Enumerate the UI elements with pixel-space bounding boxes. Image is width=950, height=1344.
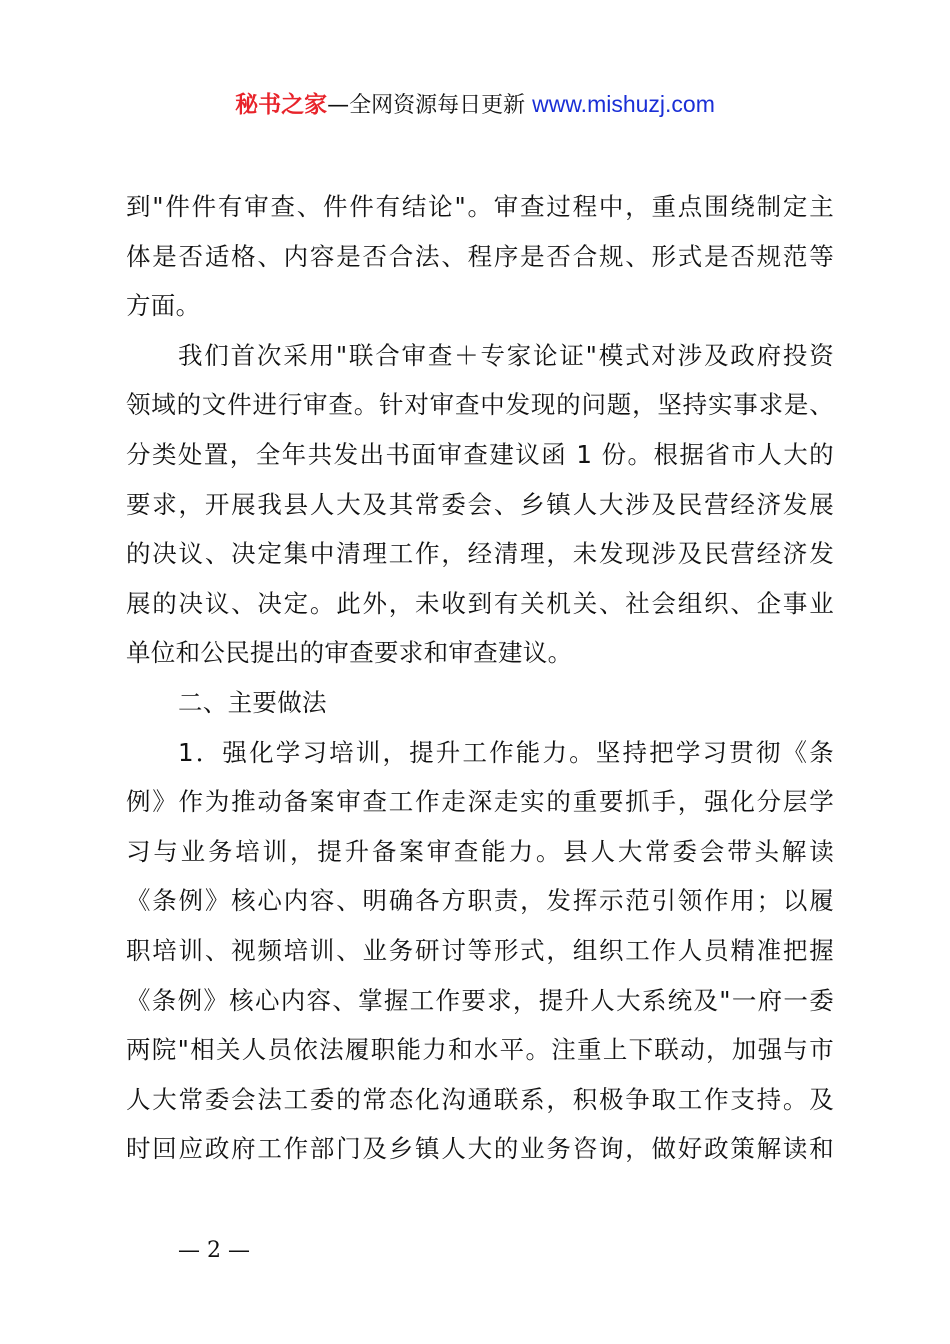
body-line: 单位和公民提出的审查要求和审查建议。 [126, 638, 573, 668]
body-line: 的决议、决定集中清理工作，经清理，未发现涉及民营经济发 [126, 539, 834, 569]
body-line: 领域的文件进行审查。针对审查中发现的问题，坚持实事求是、 [126, 390, 834, 420]
body-line: 例》作为推动备案审查工作走深走实的重要抓手，强化分层学 [126, 787, 834, 817]
body-line: 体是否适格、内容是否合法、程序是否合规、形式是否规范等 [126, 241, 834, 271]
brand-name: 秘书之家 [235, 92, 328, 118]
body-line: 到"件件有审查、件件有结论"。审查过程中，重点围绕制定主 [126, 192, 834, 221]
body-line: 人大常委会法工委的常态化沟通联系，积极争取工作支持。及 [126, 1084, 834, 1114]
body-line: 《条例》核心内容、明确各方职责，发挥示范引领作用；以履 [126, 886, 834, 916]
body-line: 《条例》核心内容、掌握工作要求，提升人大系统及"一府一委 [126, 985, 834, 1015]
header-tagline: —全网资源每日更新 [327, 93, 526, 118]
body-line: 1．强化学习培训，提升工作能力。坚持把学习贯彻《条 [178, 737, 834, 767]
body-line: 时回应政府工作部门及乡镇人大的业务咨询，做好政策解读和 [126, 1134, 834, 1164]
body-line: 职培训、视频培训、业务研讨等形式，组织工作人员精准把握 [126, 935, 834, 965]
section-heading: 二、主要做法 [178, 687, 327, 717]
body-line: 分类处置，全年共发出书面审查建议函 1 份。根据省市人大的 [126, 439, 834, 469]
body-line: 我们首次采用"联合审查＋专家论证"模式对涉及政府投资 [178, 340, 834, 370]
site-url-link[interactable]: www.mishuzj.com [532, 91, 715, 117]
body-line: 方面。 [126, 291, 201, 321]
site-header [0, 86, 950, 124]
body-line: 两院"相关人员依法履职能力和水平。注重上下联动，加强与市 [126, 1035, 834, 1065]
body-line: 习与业务培训，提升备案审查能力。县人大常委会带头解读 [126, 836, 834, 866]
page-number: — 2 — [178, 1238, 250, 1263]
body-line: 要求，开展我县人大及其常委会、乡镇人大涉及民营经济发展 [126, 489, 834, 519]
document-body [126, 182, 834, 1174]
body-line: 展的决议、决定。此外，未收到有关机关、社会组织、企事业 [126, 588, 834, 618]
